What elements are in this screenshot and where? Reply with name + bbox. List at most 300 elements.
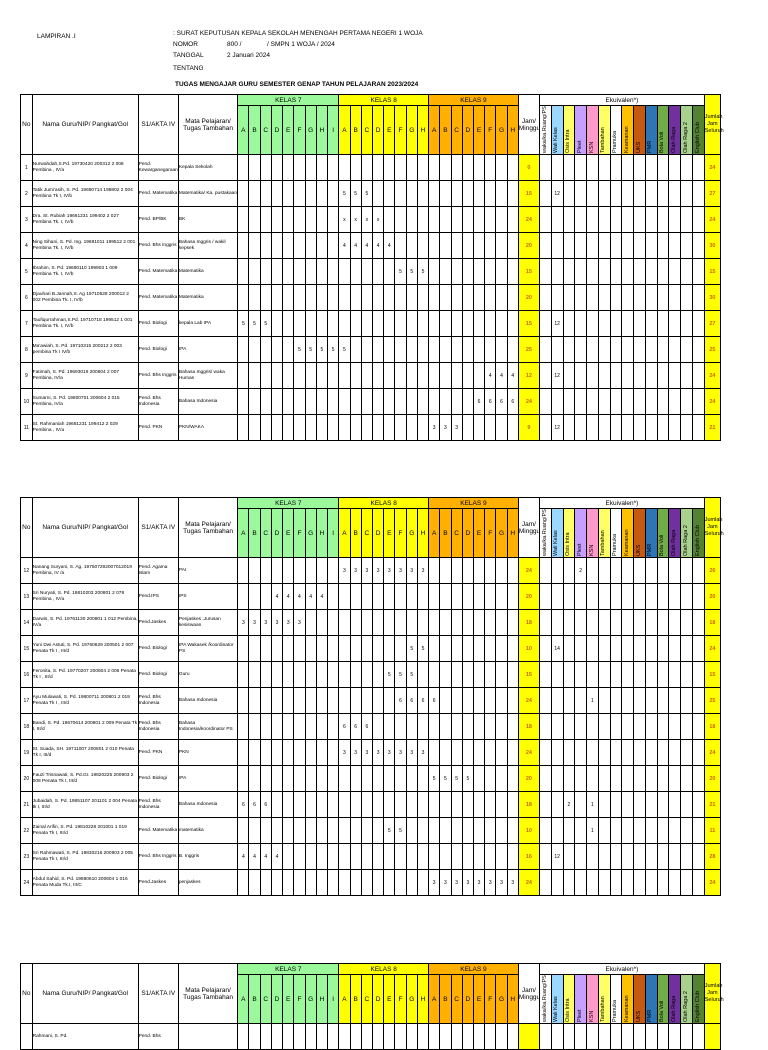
kelas7-cell [294,207,305,233]
kelas8-cell [406,207,417,233]
ekuivalen-cell [692,662,704,688]
kelas9-cell: 5 [462,766,473,792]
kelas7-cell [271,233,282,259]
kelas8-cell [406,844,417,870]
ekuivalen-cell [610,311,622,337]
ekuivalen-cell [681,181,693,207]
ekuivalen-cell [634,740,646,766]
row-no: 3 [21,207,33,233]
col-akta-header: S1/AKTA IV [138,964,178,1024]
ekuivalen-col-5 [587,106,599,155]
kelas8-header: KELAS 8 [339,498,429,509]
ekuivalen-cell [587,285,599,311]
teacher-name: Yuni Dwi Astuti, S. Pd. 19760629 200501 2 007 Penata Tk I , III/d [32,636,138,662]
kelas9-cell [451,311,462,337]
jam-cell: 15 [518,259,539,285]
ekuivalen-cell: 1 [587,688,599,714]
ekuivalen-cell [645,285,657,311]
kelas8-col-B: B [350,509,361,558]
kelas9-cell [462,792,473,818]
kelas7-cell [316,662,327,688]
kelas9-cell: 3 [507,870,518,896]
ekuivalen-col-6 [598,975,610,1024]
kelas7-col-E: E [283,975,294,1024]
jam-cell: 18 [518,714,539,740]
ekuivalen-cell [587,1024,599,1050]
kelas7-cell [305,259,316,285]
kelas7-cell [305,792,316,818]
jam-cell: 15 [518,311,539,337]
kelas8-cell [395,389,406,415]
kelas8-cell [361,766,372,792]
ekuivalen-label: Keamanan [623,995,630,1022]
ekuivalen-cell [598,259,610,285]
kelas7-cell: 5 [249,311,260,337]
kelas9-cell [462,1024,473,1050]
kelas8-cell: 5 [384,662,395,688]
kelas7-cell [271,337,282,363]
ekuivalen-cell [540,259,552,285]
ekuivalen-header: Ekuivalen*) [540,95,705,106]
ekuivalen-cell [657,636,669,662]
kelas9-col-D: D [462,509,473,558]
ekuivalen-cell [645,558,657,584]
kelas7-cell [271,662,282,688]
kelas8-cell [372,870,383,896]
kelas9-cell [451,610,462,636]
ekuivalen-cell [622,636,634,662]
kelas9-cell [429,363,440,389]
kelas7-cell [283,233,294,259]
kelas7-cell [271,207,282,233]
kelas8-cell: 3 [395,740,406,766]
ekuivalen-cell [692,181,704,207]
ekuivalen-cell [681,870,693,896]
ekuivalen-cell [610,844,622,870]
kelas8-cell [395,714,406,740]
col-nama-header: Nama Guru/NIP/ Pangkat/Gol [32,498,138,558]
tanggal-label: TANGGAL [173,52,204,59]
kelas7-cell [283,844,294,870]
ekuivalen-cell: 2 [563,792,575,818]
kelas8-cell [372,1024,383,1050]
kelas7-col-F: F [294,509,305,558]
kelas9-cell: 3 [429,870,440,896]
ekuivalen-cell [575,389,587,415]
ekuivalen-col-9 [634,509,646,558]
kelas8-cell: 3 [406,740,417,766]
jam-cell: 24 [518,688,539,714]
ekuivalen-cell [622,714,634,740]
ekuivalen-cell [634,610,646,636]
jam-cell: 16 [518,844,539,870]
ekuivalen-label: Pramuka [612,130,619,153]
kelas9-cell [429,1024,440,1050]
kelas7-cell [294,870,305,896]
kelas7-cell: 5 [327,337,338,363]
kelas7-cell [260,415,271,441]
jam-cell: 20 [518,233,539,259]
kelas8-cell: 3 [406,558,417,584]
kelas7-cell [249,558,260,584]
kelas9-cell [462,363,473,389]
kelas9-cell: 3 [440,415,451,441]
kelas8-cell: 4 [372,233,383,259]
kelas7-cell [260,181,271,207]
kelas7-cell [327,181,338,207]
ekuivalen-cell [634,363,646,389]
kelas8-cell: 6 [350,714,361,740]
kelas9-cell [473,714,484,740]
ekuivalen-cell [587,844,599,870]
jumlah-cell: 24 [704,870,720,896]
teacher-mapel [178,1024,237,1050]
kelas9-col-D: D [462,975,473,1024]
jam-cell: 24 [518,558,539,584]
kelas8-cell [395,844,406,870]
ekuivalen-label: English Club [694,525,701,556]
kelas7-cell [294,792,305,818]
ekuivalen-cell [598,181,610,207]
kelas8-cell [350,610,361,636]
jumlah-cell: 24 [704,636,720,662]
kelas7-cell [316,389,327,415]
ekuivalen-cell [540,636,552,662]
ekuivalen-cell [563,766,575,792]
ekuivalen-cell: 12 [551,844,563,870]
kelas9-cell [440,1024,451,1050]
ekuivalen-cell [622,558,634,584]
kelas9-cell [451,740,462,766]
ekuivalen-cell [634,311,646,337]
kelas8-cell [339,285,350,311]
kelas7-cell [305,207,316,233]
ekuivalen-col-13 [681,106,693,155]
kelas8-cell [339,155,350,181]
kelas7-cell [249,870,260,896]
kelas9-cell [429,155,440,181]
ekuivalen-cell [645,155,657,181]
ekuivalen-cell [634,337,646,363]
col-nama-header: Nama Guru/NIP/ Pangkat/Gol [32,964,138,1024]
ekuivalen-label: UKS [635,544,642,556]
kelas7-cell [327,233,338,259]
kelas8-cell [384,584,395,610]
teacher-akta: Pend.Jaskes [138,870,178,896]
kelas7-cell [294,181,305,207]
kelas8-cell: 3 [350,558,361,584]
ekuivalen-cell [657,792,669,818]
teacher-mapel: IPS [178,584,237,610]
jumlah-cell [704,1024,720,1050]
kelas7-col-E: E [283,106,294,155]
kelas8-cell: 6 [395,688,406,714]
teacher-row [21,558,721,584]
kelas8-col-F: F [395,975,406,1024]
ekuivalen-label: Osis Intra [565,998,572,1022]
kelas7-cell [305,233,316,259]
kelas9-cell [451,233,462,259]
teacher-row [21,207,721,233]
kelas8-col-A: A [339,106,350,155]
teacher-row [21,337,721,363]
ekuivalen-cell [634,259,646,285]
kelas7-cell: 3 [260,610,271,636]
jumlah-cell: 25 [704,337,720,363]
kelas7-cell [316,181,327,207]
ekuivalen-cell [634,714,646,740]
kelas7-cell [305,818,316,844]
kelas9-cell [473,155,484,181]
kelas9-cell [507,1024,518,1050]
ekuivalen-cell [610,363,622,389]
kelas8-cell [417,285,428,311]
teacher-name: Fauzi Trisnawati, S. Pd.Gr. 19820225 200903 2 008 Penata Tk I, III/d [32,766,138,792]
kelas8-cell [350,636,361,662]
kelas7-cell [283,259,294,285]
kelas9-cell [440,285,451,311]
ekuivalen-col-8 [622,509,634,558]
ekuivalen-cell [563,688,575,714]
kelas7-cell [283,389,294,415]
ekuivalen-cell [540,415,552,441]
ekuivalen-cell [681,1024,693,1050]
kelas9-cell [462,740,473,766]
jumlah-cell: 18 [704,610,720,636]
teacher-name: St. Suada, SH. 19711007 200801 2 010 Penata Tk I, III/d [32,740,138,766]
kelas7-cell [238,155,249,181]
kelas9-cell [440,207,451,233]
kelas7-cell [260,207,271,233]
kelas9-cell [473,844,484,870]
ekuivalen-cell [669,636,681,662]
kelas9-cell [451,259,462,285]
kelas9-cell [485,311,496,337]
teacher-name: Djauhari B.Jannah,S. Ag 19710528 200012 2 002 Pembina Tk. I, IV/b [32,285,138,311]
kelas8-cell: 3 [417,740,428,766]
kelas8-cell [372,766,383,792]
kelas9-cell [496,818,507,844]
kelas8-cell [372,818,383,844]
kelas8-col-H: H [417,106,428,155]
kelas8-cell: 6 [406,688,417,714]
kelas7-cell [316,792,327,818]
ekuivalen-cell [587,714,599,740]
kelas9-cell [485,766,496,792]
kelas9-cell [507,610,518,636]
kelas7-cell [294,740,305,766]
kelas9-cell [507,584,518,610]
teacher-akta: Pend. Biologi [138,662,178,688]
kelas8-cell: 4 [361,233,372,259]
kelas8-cell: 5 [384,818,395,844]
ekuivalen-cell [645,259,657,285]
kelas9-cell [473,285,484,311]
kelas9-cell [507,766,518,792]
ekuivalen-cell [669,584,681,610]
kelas7-cell [283,337,294,363]
jumlah-cell: 26 [704,558,720,584]
ekuivalen-cell [551,155,563,181]
teacher-row [21,155,721,181]
kelas9-cell [496,155,507,181]
kelas8-cell [395,584,406,610]
kelas7-cell [283,415,294,441]
jumlah-header: Jumlah Jam Seluruh [704,964,720,1024]
kelas9-col-A: A [429,975,440,1024]
kelas9-cell [485,610,496,636]
kelas9-col-G: G [496,509,507,558]
kelas7-cell [316,740,327,766]
kelas8-cell: 4 [339,233,350,259]
kelas7-cell: 4 [249,844,260,870]
kelas8-cell [406,233,417,259]
kelas9-cell [485,259,496,285]
kelas7-cell [316,870,327,896]
ekuivalen-cell [645,584,657,610]
teacher-akta: Pend. PKN [138,740,178,766]
kelas8-cell [395,1024,406,1050]
kelas8-cell [372,688,383,714]
kelas9-cell [429,389,440,415]
kelas7-cell [294,311,305,337]
ekuivalen-cell [598,389,610,415]
kelas8-cell [417,610,428,636]
ekuivalen-cell [669,311,681,337]
ekuivalen-label: Olah Raga 2 [682,525,689,556]
ekuivalen-cell [551,870,563,896]
kelas9-cell [429,636,440,662]
kelas7-cell: 5 [260,311,271,337]
kelas9-cell [485,636,496,662]
kelas9-cell [496,740,507,766]
kelas9-cell [473,311,484,337]
ekuivalen-col-5 [587,509,599,558]
kelas8-cell [350,389,361,415]
kelas9-cell [429,337,440,363]
kelas7-cell [249,766,260,792]
kelas7-cell [327,688,338,714]
kelas7-cell [294,155,305,181]
kelas8-cell [395,363,406,389]
kelas7-cell [271,688,282,714]
row-no: 1 [21,155,33,181]
ekuivalen-cell [634,389,646,415]
jumlah-cell: 27 [704,311,720,337]
ekuivalen-cell [598,792,610,818]
kelas9-cell [440,662,451,688]
kelas7-cell [249,584,260,610]
ekuivalen-cell [540,688,552,714]
kelas9-cell [473,181,484,207]
ekuivalen-label: Olah Raga [670,126,677,153]
kelas8-col-G: G [406,509,417,558]
kelas7-col-C: C [260,509,271,558]
lampiran-label: LAMPIRAN .I [37,33,76,40]
kelas8-cell: 3 [350,740,361,766]
kelas9-col-H: H [507,106,518,155]
kelas9-cell [507,558,518,584]
teacher-mapel: BK [178,207,237,233]
ekuivalen-cell [551,792,563,818]
kelas9-cell [462,259,473,285]
kelas9-cell [440,181,451,207]
kelas7-cell: 4 [271,844,282,870]
ekuivalen-cell [692,285,704,311]
kelas9-cell [462,558,473,584]
kelas7-cell [327,792,338,818]
kelas9-cell [440,844,451,870]
kelas7-cell [316,259,327,285]
kelas7-cell [305,285,316,311]
kelas7-cell [283,740,294,766]
kelas9-cell [440,558,451,584]
ekuivalen-cell [622,363,634,389]
teacher-name: Nurwahdah,S.Pd. 19730420 200312 2 008 Pembina , IV/a [32,155,138,181]
ekuivalen-cell [540,285,552,311]
ekuivalen-cell [540,740,552,766]
ekuivalen-cell [563,818,575,844]
ekuivalen-cell [681,688,693,714]
kelas7-cell [249,259,260,285]
kelas7-cell [316,155,327,181]
ekuivalen-cell [540,389,552,415]
kelas9-cell [485,207,496,233]
jumlah-cell: 21 [704,792,720,818]
ekuivalen-cell [692,766,704,792]
ekuivalen-cell [622,662,634,688]
kelas8-cell [406,792,417,818]
kelas9-col-G: G [496,106,507,155]
kelas8-cell [384,259,395,285]
kelas8-cell [350,285,361,311]
kelas7-cell [260,636,271,662]
kelas7-cell [260,558,271,584]
kelas7-col-F: F [294,975,305,1024]
kelas9-cell [440,688,451,714]
kelas9-cell [451,818,462,844]
kelas8-cell: 5 [395,662,406,688]
kelas9-cell [485,792,496,818]
kelas9-cell [473,766,484,792]
ekuivalen-cell: 14 [551,636,563,662]
kelas9-cell: 6 [429,688,440,714]
kelas7-cell: 6 [249,792,260,818]
kelas8-cell [417,766,428,792]
kelas9-header: KELAS 9 [429,964,519,975]
jam-cell: 15 [518,662,539,688]
ekuivalen-col-13 [681,975,693,1024]
teacher-mapel: Bahasa Inggris/ waka Humas [178,363,237,389]
ekuivalen-cell [563,558,575,584]
ekuivalen-cell [692,337,704,363]
kelas7-cell [260,233,271,259]
ekuivalen-cell [657,558,669,584]
ekuivalen-cell [657,870,669,896]
ekuivalen-cell [563,285,575,311]
kelas9-cell [496,285,507,311]
teacher-table-2 [20,497,724,896]
kelas7-cell: 4 [316,584,327,610]
kelas7-cell [249,285,260,311]
teacher-row [21,181,721,207]
kelas7-cell [283,792,294,818]
teacher-mapel: penjaskes [178,870,237,896]
kelas7-cell [294,714,305,740]
kelas8-col-G: G [406,106,417,155]
ekuivalen-cell [681,155,693,181]
ekuivalen-cell [540,1024,552,1050]
